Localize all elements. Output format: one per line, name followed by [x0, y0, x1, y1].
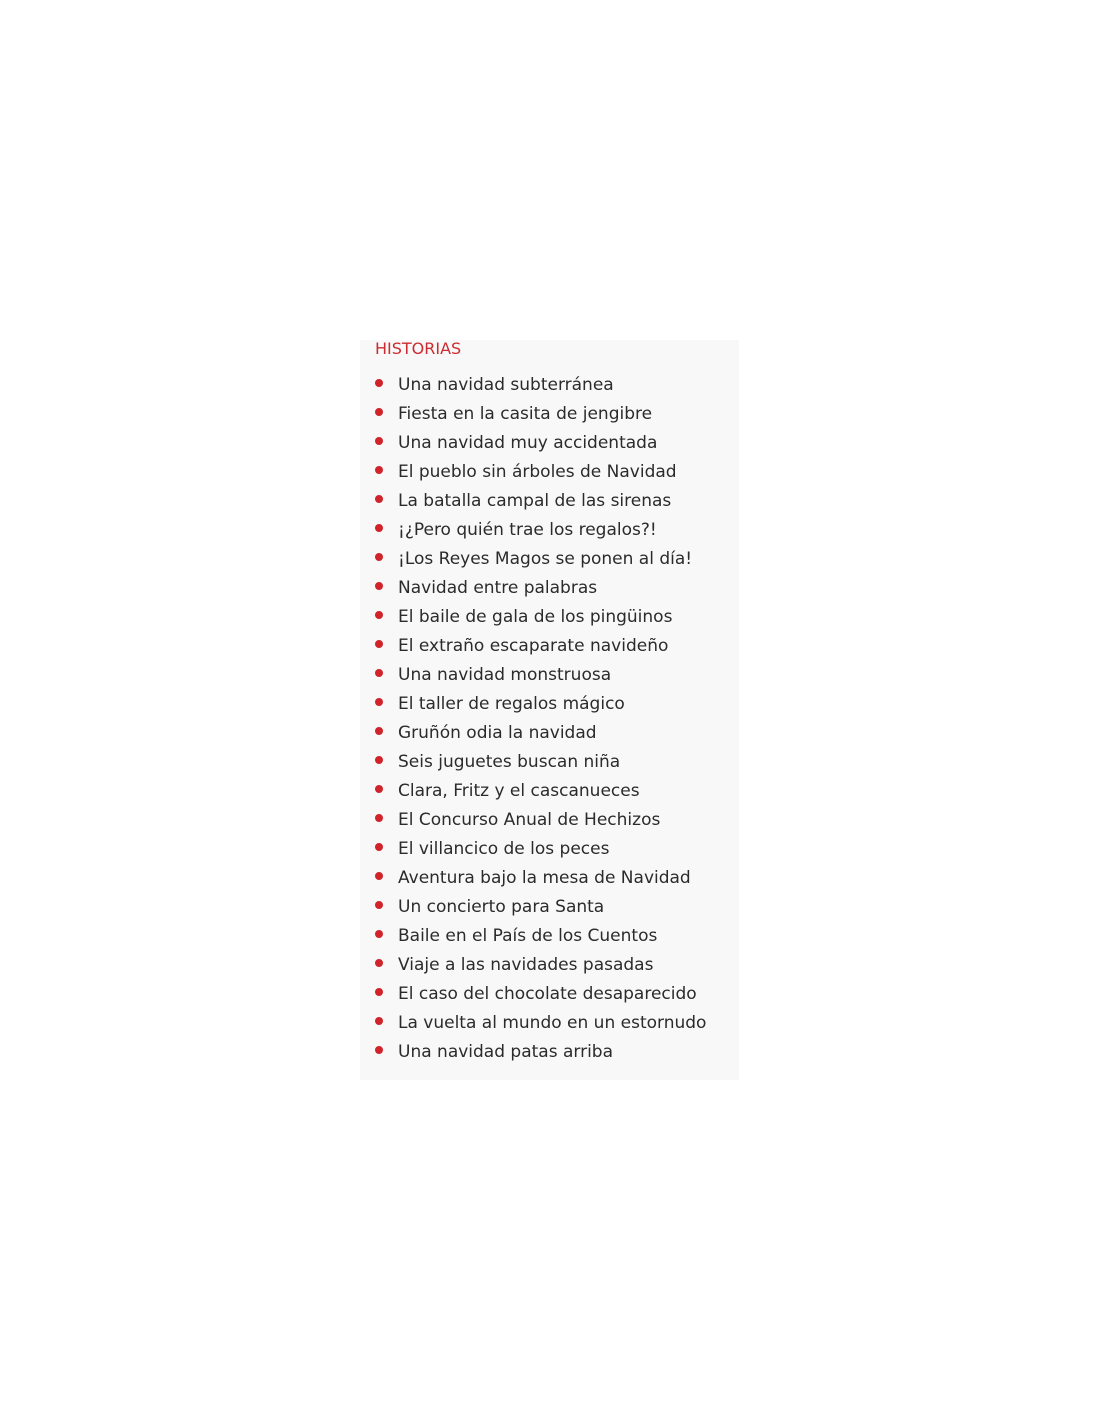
story-list-item — [360, 429, 706, 458]
story-list-item — [360, 632, 706, 661]
bullet-icon — [375, 756, 383, 764]
story-link[interactable]: El Concurso Anual de Hechizos — [398, 810, 661, 830]
story-link[interactable]: Una navidad patas arriba — [398, 1042, 613, 1062]
bullet-icon — [375, 524, 383, 532]
bullet-icon — [375, 727, 383, 735]
story-link[interactable]: Viaje a las navidades pasadas — [398, 955, 654, 975]
stories-panel — [360, 340, 739, 1080]
bullet-icon — [375, 872, 383, 880]
story-list-item — [360, 980, 706, 1009]
bullet-icon — [375, 698, 383, 706]
story-list-item — [360, 661, 706, 690]
story-link[interactable]: La vuelta al mundo en un estornudo — [398, 1013, 707, 1033]
story-link[interactable]: Un concierto para Santa — [398, 897, 605, 917]
bullet-icon — [375, 959, 383, 967]
story-link[interactable]: Baile en el País de los Cuentos — [398, 926, 658, 946]
bullet-icon — [375, 611, 383, 619]
bullet-icon — [375, 640, 383, 648]
bullet-icon — [375, 553, 383, 561]
bullet-icon — [375, 930, 383, 938]
story-link[interactable]: El baile de gala de los pingüinos — [398, 607, 673, 627]
story-link[interactable]: Fiesta en la casita de jengibre — [398, 404, 653, 424]
story-link[interactable]: ¡Los Reyes Magos se ponen al día! — [398, 549, 693, 569]
stories-heading: HISTORIAS — [375, 339, 462, 358]
story-link[interactable]: Seis juguetes buscan niña — [398, 752, 621, 772]
bullet-icon — [375, 437, 383, 445]
story-list-item — [360, 574, 706, 603]
story-link[interactable]: Una navidad subterránea — [398, 375, 614, 395]
story-list-item — [360, 748, 706, 777]
story-link[interactable]: El caso del chocolate desaparecido — [398, 984, 697, 1004]
bullet-icon — [375, 1046, 383, 1054]
story-list-item — [360, 371, 706, 400]
bullet-icon — [375, 843, 383, 851]
stories-list — [360, 371, 706, 1067]
bullet-icon — [375, 466, 383, 474]
story-list-item — [360, 719, 706, 748]
story-list-item — [360, 400, 706, 429]
story-list-item — [360, 835, 706, 864]
story-list-item — [360, 951, 706, 980]
story-list-item — [360, 545, 706, 574]
story-link[interactable]: Navidad entre palabras — [398, 578, 598, 598]
story-list-item — [360, 806, 706, 835]
story-link[interactable]: Una navidad muy accidentada — [398, 433, 658, 453]
story-link[interactable]: La batalla campal de las sirenas — [398, 491, 672, 511]
story-link[interactable]: El extraño escaparate navideño — [398, 636, 669, 656]
story-link[interactable]: ¡¿Pero quién trae los regalos?! — [398, 520, 657, 540]
bullet-icon — [375, 988, 383, 996]
story-list-item — [360, 777, 706, 806]
story-list-item — [360, 487, 706, 516]
bullet-icon — [375, 495, 383, 503]
bullet-icon — [375, 814, 383, 822]
story-list-item — [360, 516, 706, 545]
story-link[interactable]: El taller de regalos mágico — [398, 694, 625, 714]
story-list-item — [360, 603, 706, 632]
story-list-item — [360, 922, 706, 951]
bullet-icon — [375, 408, 383, 416]
story-link[interactable]: Gruñón odia la navidad — [398, 723, 597, 743]
bullet-icon — [375, 785, 383, 793]
story-list-item — [360, 458, 706, 487]
story-list-item — [360, 864, 706, 893]
story-list-item — [360, 893, 706, 922]
bullet-icon — [375, 582, 383, 590]
bullet-icon — [375, 669, 383, 677]
story-list-item — [360, 1009, 706, 1038]
story-link[interactable]: El villancico de los peces — [398, 839, 610, 859]
story-link[interactable]: Aventura bajo la mesa de Navidad — [398, 868, 691, 888]
bullet-icon — [375, 1017, 383, 1025]
bullet-icon — [375, 901, 383, 909]
bullet-icon — [375, 379, 383, 387]
story-list-item — [360, 1038, 706, 1067]
story-link[interactable]: Clara, Fritz y el cascanueces — [398, 781, 640, 801]
story-list-item — [360, 690, 706, 719]
story-link[interactable]: El pueblo sin árboles de Navidad — [398, 462, 677, 482]
story-link[interactable]: Una navidad monstruosa — [398, 665, 612, 685]
